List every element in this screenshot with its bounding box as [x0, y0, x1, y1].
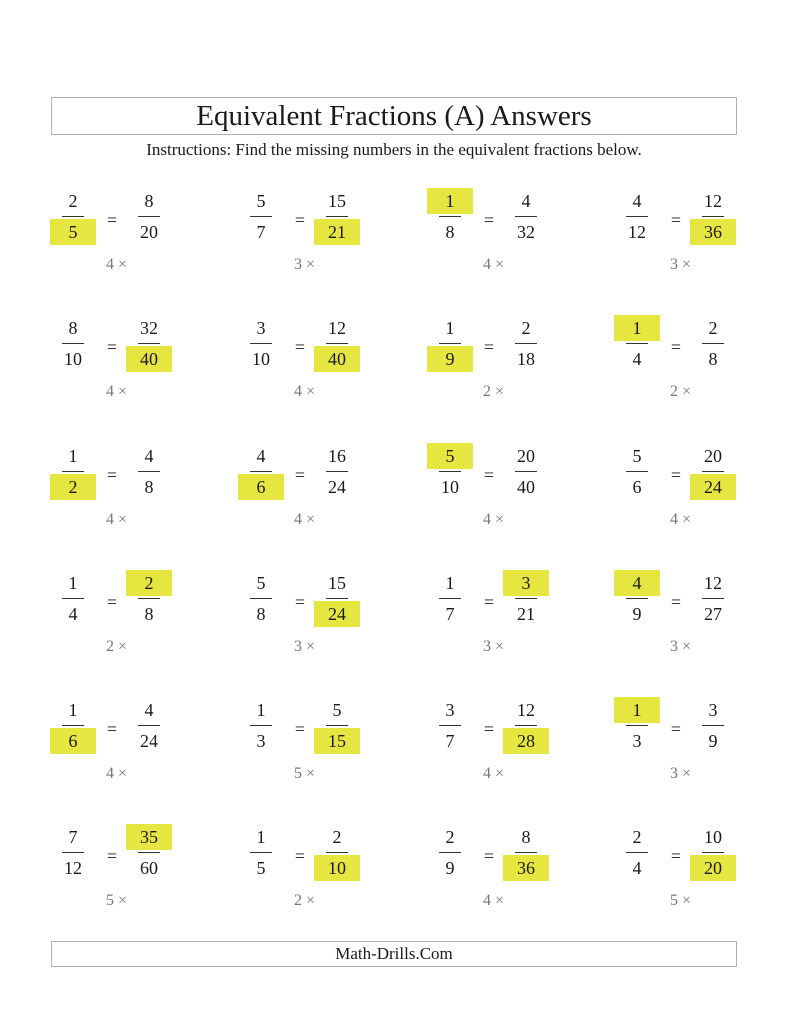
multiplier-hint: 2 ×: [670, 383, 692, 400]
multiplier-hint: 3 ×: [294, 256, 316, 273]
equals-sign: =: [483, 592, 495, 612]
worksheet-title: Equivalent Fractions (A) Answers: [51, 97, 737, 135]
left-numerator: 5: [256, 573, 266, 593]
fraction-bar: [439, 216, 461, 217]
left-denominator: 10: [441, 477, 459, 497]
fraction-bar: [439, 343, 461, 344]
right-numerator: 12: [704, 191, 722, 211]
fraction-bar: [515, 471, 537, 472]
left-fraction: [50, 186, 96, 246]
multiplier-hint: 3 ×: [670, 638, 692, 655]
left-fraction: [238, 441, 284, 501]
fraction-bar: [250, 725, 272, 726]
right-fraction: [126, 568, 172, 628]
right-fraction: [126, 313, 172, 373]
right-numerator: 4: [144, 700, 154, 720]
fraction-bar: [626, 725, 648, 726]
right-denominator: 40: [517, 477, 535, 497]
left-denominator: 4: [632, 858, 642, 878]
right-denominator: 10: [314, 855, 360, 881]
left-fraction: [427, 186, 473, 246]
equals-sign: =: [294, 210, 306, 230]
right-denominator: 40: [314, 346, 360, 372]
right-numerator: 10: [704, 827, 722, 847]
left-fraction: [50, 568, 96, 628]
multiplier-hint: 5 ×: [106, 892, 128, 909]
fraction-bar: [702, 598, 724, 599]
equals-sign: =: [670, 337, 682, 357]
right-denominator: 24: [690, 474, 736, 500]
left-denominator: 9: [427, 346, 473, 372]
right-denominator: 8: [144, 604, 154, 624]
right-fraction: [503, 822, 549, 882]
problem-4: [614, 186, 791, 286]
fraction-bar: [626, 343, 648, 344]
fraction-bar: [138, 216, 160, 217]
equals-sign: =: [670, 210, 682, 230]
right-fraction: [503, 186, 549, 246]
right-denominator: 8: [144, 477, 154, 497]
left-numerator: 3: [256, 318, 266, 338]
right-fraction: [126, 441, 172, 501]
fraction-bar: [439, 598, 461, 599]
left-denominator: 4: [632, 349, 642, 369]
equals-sign: =: [294, 592, 306, 612]
right-numerator: 2: [708, 318, 718, 338]
problem-1: [50, 186, 240, 286]
right-denominator: 32: [517, 222, 535, 242]
left-denominator: 6: [238, 474, 284, 500]
left-fraction: [50, 822, 96, 882]
left-numerator: 2: [632, 827, 642, 847]
left-denominator: 4: [68, 604, 78, 624]
right-numerator: 3: [708, 700, 718, 720]
right-numerator: 2: [521, 318, 531, 338]
fraction-bar: [439, 852, 461, 853]
right-fraction: [690, 568, 736, 628]
equals-sign: =: [483, 337, 495, 357]
left-fraction: [614, 441, 660, 501]
left-fraction: [238, 313, 284, 373]
right-numerator: 12: [328, 318, 346, 338]
left-denominator: 8: [256, 604, 266, 624]
left-numerator: 1: [445, 573, 455, 593]
fraction-bar: [702, 852, 724, 853]
right-fraction: [690, 186, 736, 246]
equals-sign: =: [670, 846, 682, 866]
multiplier-hint: 4 ×: [670, 511, 692, 528]
left-numerator: 1: [614, 315, 660, 341]
right-numerator: 16: [328, 446, 346, 466]
left-fraction: [614, 568, 660, 628]
right-denominator: 24: [328, 477, 346, 497]
right-fraction: [503, 313, 549, 373]
right-numerator: 4: [521, 191, 531, 211]
equals-sign: =: [106, 719, 118, 739]
right-fraction: [314, 822, 360, 882]
left-numerator: 1: [427, 188, 473, 214]
right-denominator: 24: [314, 601, 360, 627]
problem-23: [427, 822, 617, 922]
equals-sign: =: [483, 719, 495, 739]
left-denominator: 8: [445, 222, 455, 242]
left-numerator: 5: [427, 443, 473, 469]
right-numerator: 20: [704, 446, 722, 466]
left-numerator: 1: [614, 697, 660, 723]
right-denominator: 20: [140, 222, 158, 242]
right-fraction: [126, 822, 172, 882]
fraction-bar: [326, 343, 348, 344]
problem-22: [238, 822, 428, 922]
right-numerator: 2: [126, 570, 172, 596]
equals-sign: =: [483, 465, 495, 485]
right-numerator: 35: [126, 824, 172, 850]
right-numerator: 8: [144, 191, 154, 211]
left-numerator: 3: [445, 700, 455, 720]
equals-sign: =: [106, 846, 118, 866]
fraction-bar: [326, 852, 348, 853]
right-denominator: 28: [503, 728, 549, 754]
fraction-bar: [702, 343, 724, 344]
equals-sign: =: [294, 337, 306, 357]
fraction-bar: [326, 598, 348, 599]
problem-9: [50, 441, 240, 541]
left-denominator: 9: [445, 858, 455, 878]
equals-sign: =: [670, 465, 682, 485]
fraction-bar: [62, 852, 84, 853]
right-numerator: 15: [328, 191, 346, 211]
multiplier-hint: 4 ×: [294, 383, 316, 400]
instructions-text: Instructions: Find the missing numbers in the equivalent fractions below.: [146, 140, 642, 159]
left-denominator: 10: [64, 349, 82, 369]
fraction-bar: [702, 725, 724, 726]
multiplier-hint: 4 ×: [106, 765, 128, 782]
left-denominator: 12: [628, 222, 646, 242]
right-denominator: 24: [140, 731, 158, 751]
fraction-bar: [702, 471, 724, 472]
left-denominator: 5: [50, 219, 96, 245]
right-numerator: 20: [517, 446, 535, 466]
left-fraction: [427, 822, 473, 882]
fraction-bar: [626, 852, 648, 853]
footer-credit: Math-Drills.Com: [51, 941, 737, 967]
left-fraction: [238, 186, 284, 246]
right-fraction: [314, 313, 360, 373]
left-numerator: 1: [256, 700, 266, 720]
multiplier-hint: 4 ×: [106, 256, 128, 273]
left-fraction: [614, 186, 660, 246]
problem-21: [50, 822, 240, 922]
right-fraction: [690, 441, 736, 501]
fraction-bar: [626, 216, 648, 217]
problem-13: [50, 568, 240, 668]
left-denominator: 3: [256, 731, 266, 751]
problem-2: [238, 186, 428, 286]
equals-sign: =: [670, 719, 682, 739]
fraction-bar: [62, 471, 84, 472]
left-numerator: 1: [256, 827, 266, 847]
fraction-bar: [515, 852, 537, 853]
fraction-bar: [250, 598, 272, 599]
equals-sign: =: [106, 465, 118, 485]
left-numerator: 2: [445, 827, 455, 847]
left-fraction: [427, 568, 473, 628]
right-denominator: 20: [690, 855, 736, 881]
problem-10: [238, 441, 428, 541]
equals-sign: =: [294, 465, 306, 485]
right-fraction: [314, 568, 360, 628]
right-numerator: 12: [517, 700, 535, 720]
fraction-bar: [250, 216, 272, 217]
multiplier-hint: 3 ×: [670, 256, 692, 273]
left-denominator: 5: [256, 858, 266, 878]
multiplier-hint: 4 ×: [294, 511, 316, 528]
left-fraction: [614, 313, 660, 373]
problem-16: [614, 568, 791, 668]
equals-sign: =: [483, 846, 495, 866]
equals-sign: =: [670, 592, 682, 612]
left-denominator: 6: [50, 728, 96, 754]
fraction-bar: [62, 343, 84, 344]
fraction-bar: [439, 725, 461, 726]
right-fraction: [690, 313, 736, 373]
left-denominator: 2: [50, 474, 96, 500]
problem-20: [614, 695, 791, 795]
right-fraction: [503, 568, 549, 628]
right-denominator: 40: [126, 346, 172, 372]
fraction-bar: [250, 852, 272, 853]
right-fraction: [314, 441, 360, 501]
right-fraction: [503, 441, 549, 501]
problem-5: [50, 313, 240, 413]
multiplier-hint: 4 ×: [483, 511, 505, 528]
left-numerator: 4: [614, 570, 660, 596]
fraction-bar: [326, 216, 348, 217]
problem-18: [238, 695, 428, 795]
right-denominator: 60: [140, 858, 158, 878]
fraction-bar: [138, 725, 160, 726]
left-numerator: 1: [68, 700, 78, 720]
left-numerator: 5: [256, 191, 266, 211]
left-fraction: [50, 313, 96, 373]
right-numerator: 15: [328, 573, 346, 593]
fraction-bar: [515, 598, 537, 599]
fraction-bar: [250, 471, 272, 472]
right-fraction: [503, 695, 549, 755]
left-fraction: [427, 313, 473, 373]
left-numerator: 8: [68, 318, 78, 338]
fraction-bar: [515, 216, 537, 217]
problem-11: [427, 441, 617, 541]
fraction-bar: [326, 725, 348, 726]
left-fraction: [614, 822, 660, 882]
left-numerator: 1: [445, 318, 455, 338]
fraction-bar: [515, 725, 537, 726]
right-numerator: 32: [140, 318, 158, 338]
fraction-bar: [250, 343, 272, 344]
problem-8: [614, 313, 791, 413]
problem-24: [614, 822, 791, 922]
fraction-bar: [62, 725, 84, 726]
left-numerator: 1: [68, 573, 78, 593]
multiplier-hint: 2 ×: [294, 892, 316, 909]
multiplier-hint: 4 ×: [483, 765, 505, 782]
left-numerator: 4: [632, 191, 642, 211]
problem-12: [614, 441, 791, 541]
multiplier-hint: 3 ×: [670, 765, 692, 782]
right-denominator: 21: [517, 604, 535, 624]
right-denominator: 27: [704, 604, 722, 624]
fraction-bar: [62, 598, 84, 599]
left-numerator: 4: [256, 446, 266, 466]
fraction-bar: [138, 343, 160, 344]
left-numerator: 7: [68, 827, 78, 847]
left-fraction: [238, 695, 284, 755]
left-denominator: 9: [632, 604, 642, 624]
multiplier-hint: 5 ×: [670, 892, 692, 909]
fraction-bar: [326, 471, 348, 472]
left-denominator: 7: [445, 731, 455, 751]
multiplier-hint: 4 ×: [483, 892, 505, 909]
fraction-bar: [626, 471, 648, 472]
right-numerator: 2: [332, 827, 342, 847]
left-denominator: 6: [632, 477, 642, 497]
right-numerator: 3: [503, 570, 549, 596]
left-fraction: [427, 695, 473, 755]
multiplier-hint: 5 ×: [294, 765, 316, 782]
left-denominator: 7: [256, 222, 266, 242]
fraction-bar: [62, 216, 84, 217]
left-denominator: 10: [252, 349, 270, 369]
problem-17: [50, 695, 240, 795]
right-fraction: [314, 695, 360, 755]
multiplier-hint: 4 ×: [106, 383, 128, 400]
fraction-bar: [515, 343, 537, 344]
left-numerator: 1: [68, 446, 78, 466]
right-denominator: 9: [708, 731, 718, 751]
problem-15: [427, 568, 617, 668]
right-denominator: 21: [314, 219, 360, 245]
fraction-bar: [138, 471, 160, 472]
left-denominator: 3: [632, 731, 642, 751]
right-denominator: 36: [503, 855, 549, 881]
multiplier-hint: 2 ×: [106, 638, 128, 655]
multiplier-hint: 2 ×: [483, 383, 505, 400]
left-numerator: 5: [632, 446, 642, 466]
right-fraction: [690, 822, 736, 882]
left-fraction: [427, 441, 473, 501]
left-fraction: [50, 695, 96, 755]
problem-14: [238, 568, 428, 668]
right-numerator: 12: [704, 573, 722, 593]
right-fraction: [126, 695, 172, 755]
right-numerator: 4: [144, 446, 154, 466]
left-fraction: [50, 441, 96, 501]
right-denominator: 15: [314, 728, 360, 754]
equals-sign: =: [294, 846, 306, 866]
fraction-bar: [702, 216, 724, 217]
right-denominator: 36: [690, 219, 736, 245]
equals-sign: =: [106, 210, 118, 230]
right-numerator: 8: [521, 827, 531, 847]
problem-7: [427, 313, 617, 413]
left-fraction: [614, 695, 660, 755]
left-denominator: 7: [445, 604, 455, 624]
fraction-bar: [439, 471, 461, 472]
equals-sign: =: [106, 337, 118, 357]
multiplier-hint: 4 ×: [106, 511, 128, 528]
left-fraction: [238, 568, 284, 628]
left-fraction: [238, 822, 284, 882]
multiplier-hint: 3 ×: [483, 638, 505, 655]
problem-19: [427, 695, 617, 795]
right-fraction: [314, 186, 360, 246]
equals-sign: =: [106, 592, 118, 612]
fraction-bar: [138, 852, 160, 853]
right-numerator: 5: [332, 700, 342, 720]
left-numerator: 2: [68, 191, 78, 211]
multiplier-hint: 3 ×: [294, 638, 316, 655]
problem-6: [238, 313, 428, 413]
fraction-bar: [138, 598, 160, 599]
right-fraction: [690, 695, 736, 755]
multiplier-hint: 4 ×: [483, 256, 505, 273]
equals-sign: =: [294, 719, 306, 739]
right-denominator: 8: [708, 349, 718, 369]
right-fraction: [126, 186, 172, 246]
problem-3: [427, 186, 617, 286]
equals-sign: =: [483, 210, 495, 230]
fraction-bar: [626, 598, 648, 599]
right-denominator: 18: [517, 349, 535, 369]
left-denominator: 12: [64, 858, 82, 878]
